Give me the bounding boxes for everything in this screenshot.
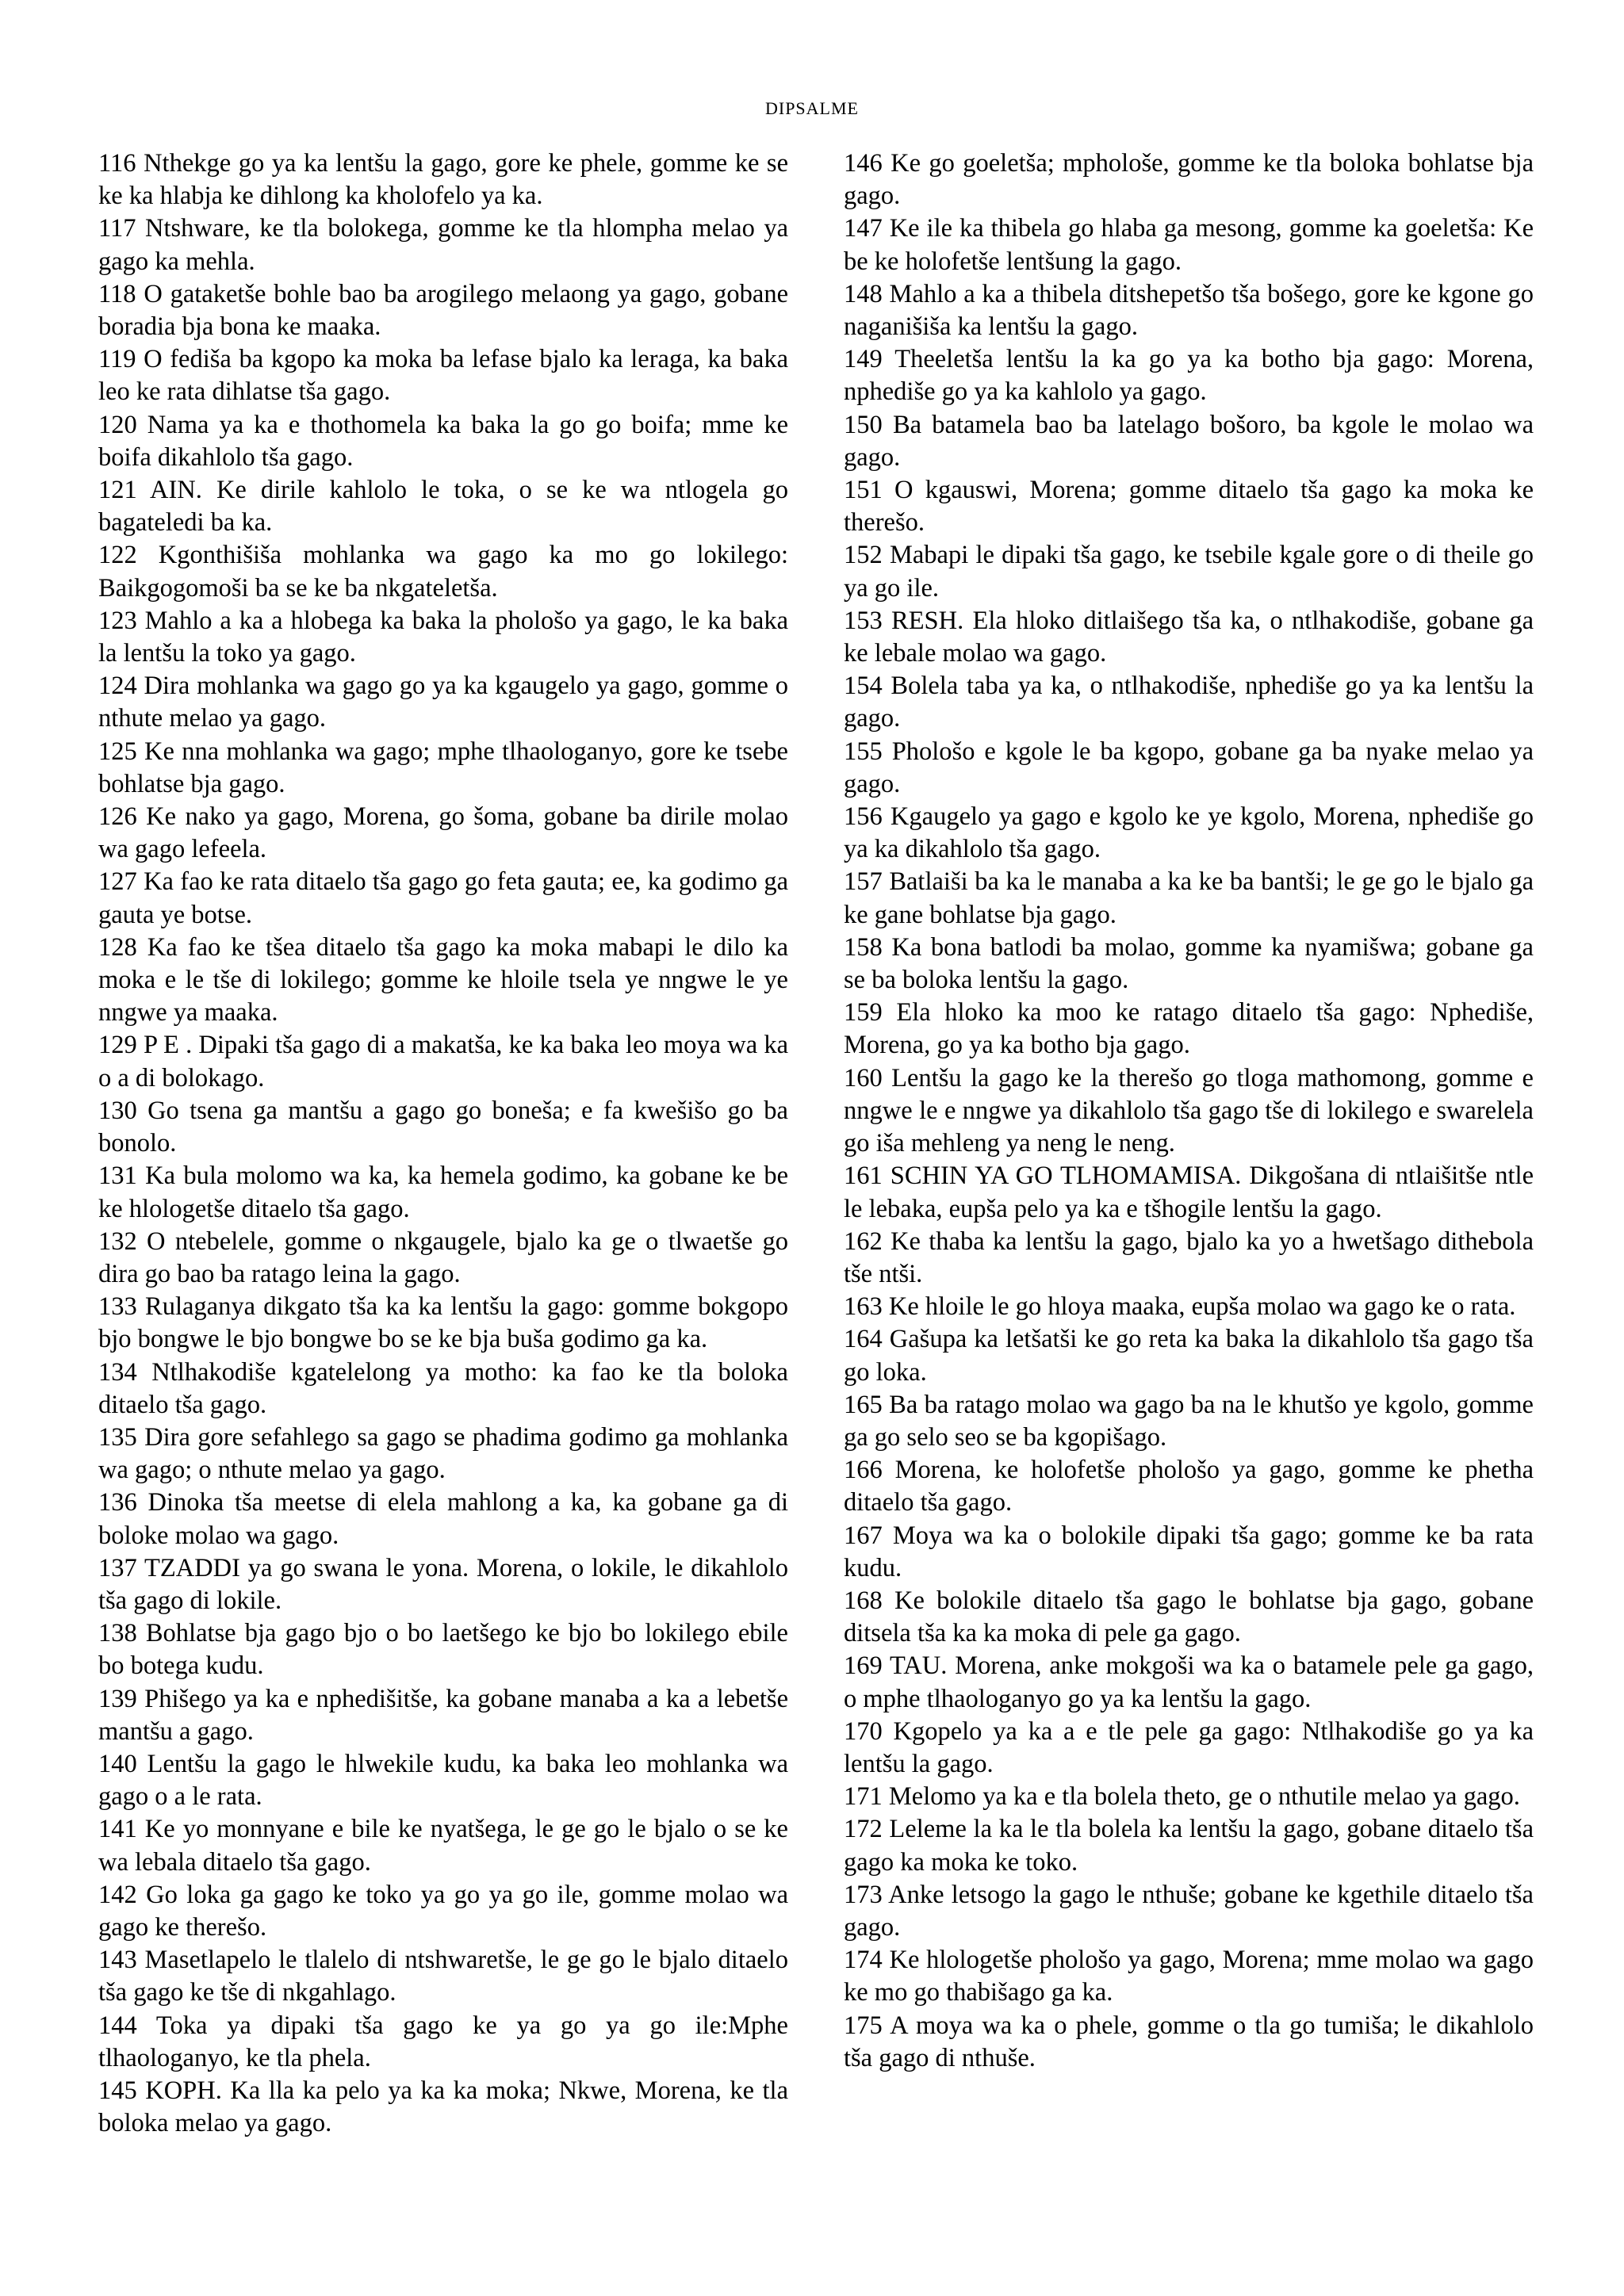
verse: 165 Ba ba ratago molao wa gago ba na le khutšo ye kgolo, gomme ga go selo seo se ba kgopišago.: [844, 1390, 1534, 1452]
verse: 146 Ke go goeletša; mphološe, gomme ke tla boloka bohlatse bja gago.: [844, 149, 1534, 211]
verse: 164 Gašupa ka letšatši ke go reta ka baka la dikahlolo tša gago tša go loka.: [844, 1325, 1534, 1387]
verse: 160 Lentšu la gago ke la therešo go tloga mathomong, gomme e nngwe le e nngwe ya dikahlolo tša gago tše di lokilego e swarelela go iša mehleng ya neng le neng.: [844, 1063, 1534, 1158]
verse: 175 A moya wa ka o phele, gomme o tla go tumiša; le dikahlolo tša gago di nthuše.: [844, 2011, 1534, 2072]
verse: 123 Mahlo a ka a hlobega ka baka la phološo ya gago, le ka baka la lentšu la toko ya gago.: [98, 606, 788, 668]
verse: 118 O gataketše bohle bao ba arogilego melaong ya gago, gobane boradia bja bona ke maaka.: [98, 279, 788, 342]
verse: 156 Kgaugelo ya gago e kgolo ke ye kgolo, Morena, nphediše go ya ka dikahlolo tša gago.: [844, 802, 1534, 864]
verse: 159 Ela hloko ka moo ke ratago ditaelo tša gago: Nphediše, Morena, go ya ka botho bja gago.: [844, 998, 1534, 1060]
verse: 122 Kgonthišiša mohlanka wa gago ka mo go lokilego: Baikgogomoši ba se ke ba nkgateletša.: [98, 541, 788, 603]
verse: 139 Phišego ya ka e nphedišitše, ka gobane manaba a ka a lebetše mantšu a gago.: [98, 1684, 788, 1746]
verse: 150 Ba batamela bao ba latelago bošoro, ba kgole le molao wa gago.: [844, 410, 1534, 472]
verse: 141 Ke yo monnyane e bile ke nyatšega, le ge go le bjalo o se ke wa lebala ditaelo tša gago.: [98, 1815, 788, 1877]
verse: 127 Ka fao ke rata ditaelo tša gago go feta gauta; ee, ka godimo ga gauta ye botse.: [98, 867, 788, 929]
verse: 131 Ka bula molomo wa ka, ka hemela godimo, ka gobane ke be ke hlologetše ditaelo tša gago.: [98, 1161, 788, 1223]
verse: 152 Mabapi le dipaki tša gago, ke tsebile kgale gore o di theile go ya go ile.: [844, 541, 1534, 603]
verse: 142 Go loka ga gago ke toko ya go ya go ile, gomme molao wa gago ke therešo.: [98, 1880, 788, 1942]
verse: 130 Go tsena ga mantšu a gago go boneša; e fa kwešišo go ba bonolo.: [98, 1096, 788, 1158]
verse: 169 TAU. Morena, anke mokgoši wa ka o batamele pele ga gago, o mphe tlhaologanyo go ya ka lentšu la gago.: [844, 1651, 1534, 1713]
verse: 157 Batlaiši ba ka le manaba a ka ke ba bantši; le ge go le bjalo ga ke gane bohlatse bja gago.: [844, 867, 1534, 929]
right-column: [844, 147, 1534, 2075]
verse: 121 AIN. Ke dirile kahlolo le toka, o se ke wa ntlogela go bagateledi ba ka.: [98, 476, 788, 538]
verse: 126 Ke nako ya gago, Morena, go šoma, gobane ba dirile molao wa gago lefeela.: [98, 802, 788, 864]
verse: 129 P E . Dipaki tša gago di a makatša, ke ka baka leo moya wa ka o a di bolokago.: [98, 1031, 788, 1093]
verse: 166 Morena, ke holofetše phološo ya gago, gomme ke phetha ditaelo tša gago.: [844, 1456, 1534, 1517]
verse: 133 Rulaganya dikgato tša ka ka lentšu la gago: gomme bokgopo bjo bongwe le bjo bongwe bo se ke bja buša godimo ga ka.: [98, 1292, 788, 1354]
verse: 173 Anke letsogo la gago le nthuše; gobane ke kgethile ditaelo tša gago.: [844, 1880, 1534, 1942]
verse: 124 Dira mohlanka wa gago go ya ka kgaugelo ya gago, gomme o nthute melao ya gago.: [98, 672, 788, 733]
verse: 171 Melomo ya ka e tla bolela theto, ge o nthutile melao ya gago.: [844, 1782, 1520, 1812]
verse: 170 Kgopelo ya ka a e tle pele ga gago: Ntlhakodiše go ya ka lentšu la gago.: [844, 1716, 1534, 1778]
verse: 132 O ntebelele, gomme o nkgaugele, bjalo ka ge o tlwaetše go dira go bao ba ratago leina la gago.: [98, 1226, 788, 1288]
page-header: DIPSALME: [764, 98, 859, 118]
verse: 151 O kgauswi, Morena; gomme ditaelo tša gago ka moka ke therešo.: [844, 476, 1534, 538]
verse: 125 Ke nna mohlanka wa gago; mphe tlhaologanyo, gore ke tsebe bohlatse bja gago.: [98, 737, 788, 798]
verse: 168 Ke bolokile ditaelo tša gago le bohlatse bja gago, gobane ditsela tša ka ka moka di pele ga gago.: [844, 1586, 1534, 1648]
verse: 167 Moya wa ka o bolokile dipaki tša gago; gomme ke ba rata kudu.: [844, 1521, 1534, 1582]
verse: 172 Leleme la ka le tla bolela ka lentšu la gago, gobane ditaelo tša gago ka moka ke toko.: [844, 1815, 1534, 1877]
left-column: [98, 147, 788, 2140]
verse: 148 Mahlo a ka a thibela ditshepetšo tša bošego, gore ke kgone go naganišiša ka lentšu la gago.: [844, 279, 1534, 342]
verse: 145 KOPH. Ka lla ka pelo ya ka ka moka; Nkwe, Morena, ke tla boloka melao ya gago.: [98, 2076, 788, 2138]
verse: 140 Lentšu la gago le hlwekile kudu, ka baka leo mohlanka wa gago o a le rata.: [98, 1749, 788, 1812]
verse: 135 Dira gore sefahlego sa gago se phadima godimo ga mohlanka wa gago; o nthute melao ya gago.: [98, 1422, 788, 1485]
verse: 154 Bolela taba ya ka, o ntlhakodiše, nphediše go ya ka lentšu la gago.: [844, 672, 1534, 733]
verse: 136 Dinoka tša meetse di elela mahlong a ka, ka gobane ga di boloke molao wa gago.: [98, 1488, 788, 1550]
verse: 162 Ke thaba ka lentšu la gago, bjalo ka yo a hwetšago dithebola tše ntši.: [844, 1226, 1534, 1288]
verse: 155 Phološo e kgole le ba kgopo, gobane ga ba nyake melao ya gago.: [844, 737, 1534, 798]
verse: 149 Theeletša lentšu la ka go ya ka botho bja gago: Morena, nphediše go ya ka kahlolo ya gago.: [844, 345, 1534, 407]
verse: 144 Toka ya dipaki tša gago ke ya go ya go ile:Mphe tlhaologanyo, ke tla phela.: [98, 2011, 788, 2072]
verse: 117 Ntshware, ke tla bolokega, gomme ke tla hlompha melao ya gago ka mehla.: [98, 214, 788, 276]
verse: 120 Nama ya ka e thothomela ka baka la go go boifa; mme ke boifa dikahlolo tša gago.: [98, 410, 788, 472]
verse: 119 O fediša ba kgopo ka moka ba lefase bjalo ka leraga, ka baka leo ke rata dihlatse tša gago.: [98, 345, 788, 407]
verse: 158 Ka bona batlodi ba molao, gomme ka nyamišwa; gobane ga se ba boloka lentšu la gago.: [844, 932, 1534, 995]
verse: 134 Ntlhakodiše kgatelelong ya motho: ka fao ke tla boloka ditaelo tša gago.: [98, 1357, 788, 1419]
verse: 138 Bohlatse bja gago bjo o bo laetšego ke bjo bo lokilego ebile bo botega kudu.: [98, 1619, 788, 1681]
verse: 147 Ke ile ka thibela go hlaba ga mesong, gomme ka goeletša: Ke be ke holofetše lentšung la gago.: [844, 214, 1534, 276]
verse: 153 RESH. Ela hloko ditlaišego tša ka, o ntlhakodiše, gobane ga ke lebale molao wa gago.: [844, 606, 1534, 668]
verse: 116 Nthekge go ya ka lentšu la gago, gore ke phele, gomme ke se ke ka hlabja ke dihlong ka kholofelo ya ka.: [98, 149, 788, 211]
verse: 128 Ka fao ke tšea ditaelo tša gago ka moka mabapi le dilo ka moka e le tše di lokilego; gomme ke hloile tsela ye nngwe le ye nngwe ya maaka.: [98, 932, 788, 1027]
verse: 174 Ke hlologetše phološo ya gago, Morena; mme molao wa gago ke mo go thabišago ga ka.: [844, 1946, 1534, 2007]
verse: 137 TZADDI ya go swana le yona. Morena, o lokile, le dikahlolo tša gago di lokile.: [98, 1553, 788, 1615]
verse: 143 Masetlapelo le tlalelo di ntshwaretše, le ge go le bjalo ditaelo tša gago ke tše di nkgahlago.: [98, 1946, 788, 2007]
verse: 163 Ke hloile le go hloya maaka, eupša molao wa gago ke o rata.: [844, 1292, 1516, 1322]
verse: 161 SCHIN YA GO TLHOMAMISA. Dikgošana di ntlaišitše ntle le lebaka, eupša pelo ya ka e tšhogile lentšu la gago.: [844, 1161, 1534, 1223]
